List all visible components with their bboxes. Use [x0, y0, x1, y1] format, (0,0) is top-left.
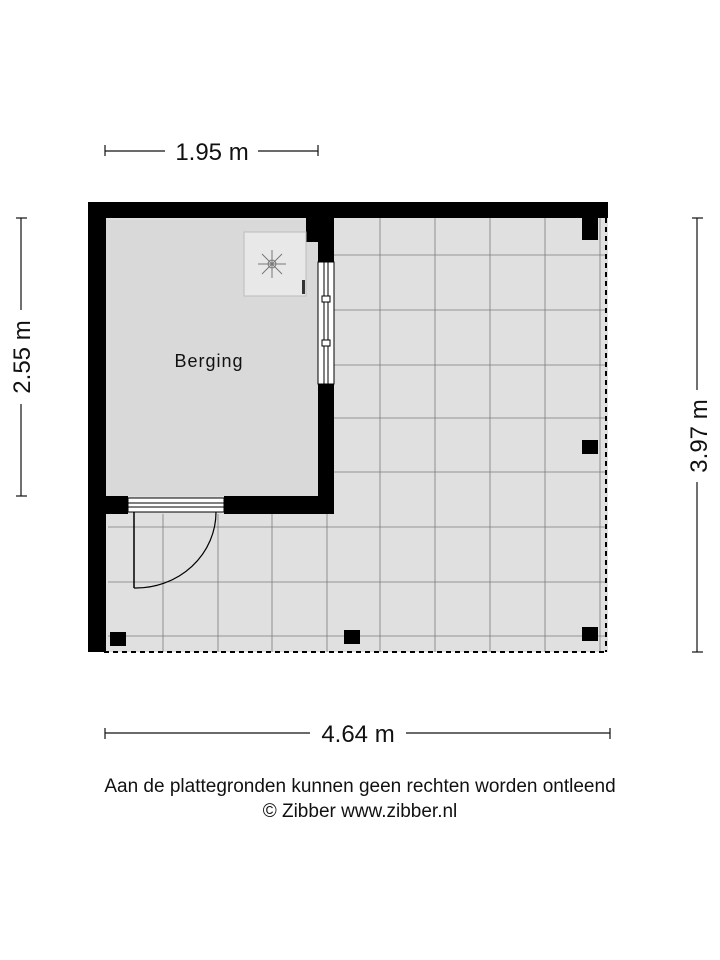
wall-storage-right-upper-bump: [306, 218, 334, 242]
post: [582, 627, 598, 641]
disclaimer-text: Aan de plattegronden kunnen geen rechten worden ontleend: [104, 776, 616, 797]
wall-top: [88, 202, 608, 218]
fan-icon: [244, 232, 306, 296]
copyright-text: © Zibber www.zibber.nl: [262, 801, 458, 822]
post: [110, 632, 126, 646]
post: [344, 630, 360, 644]
wall-storage-bottom-left: [104, 496, 128, 514]
wall-storage-right-lower: [318, 384, 334, 514]
dimension-top-label: 1.95 m: [175, 139, 249, 166]
wall-storage-bottom-right: [224, 496, 334, 514]
wall-corner-post: [582, 218, 598, 240]
wall-left: [88, 202, 106, 652]
room-label-storage: Berging: [174, 351, 244, 371]
dimension-left-label: 2.55 m: [9, 320, 36, 394]
storage-window: [318, 262, 334, 384]
post: [582, 440, 598, 454]
dimension-bottom-label: 4.64 m: [321, 721, 395, 748]
dimension-right-label: 3.97 m: [686, 399, 713, 473]
